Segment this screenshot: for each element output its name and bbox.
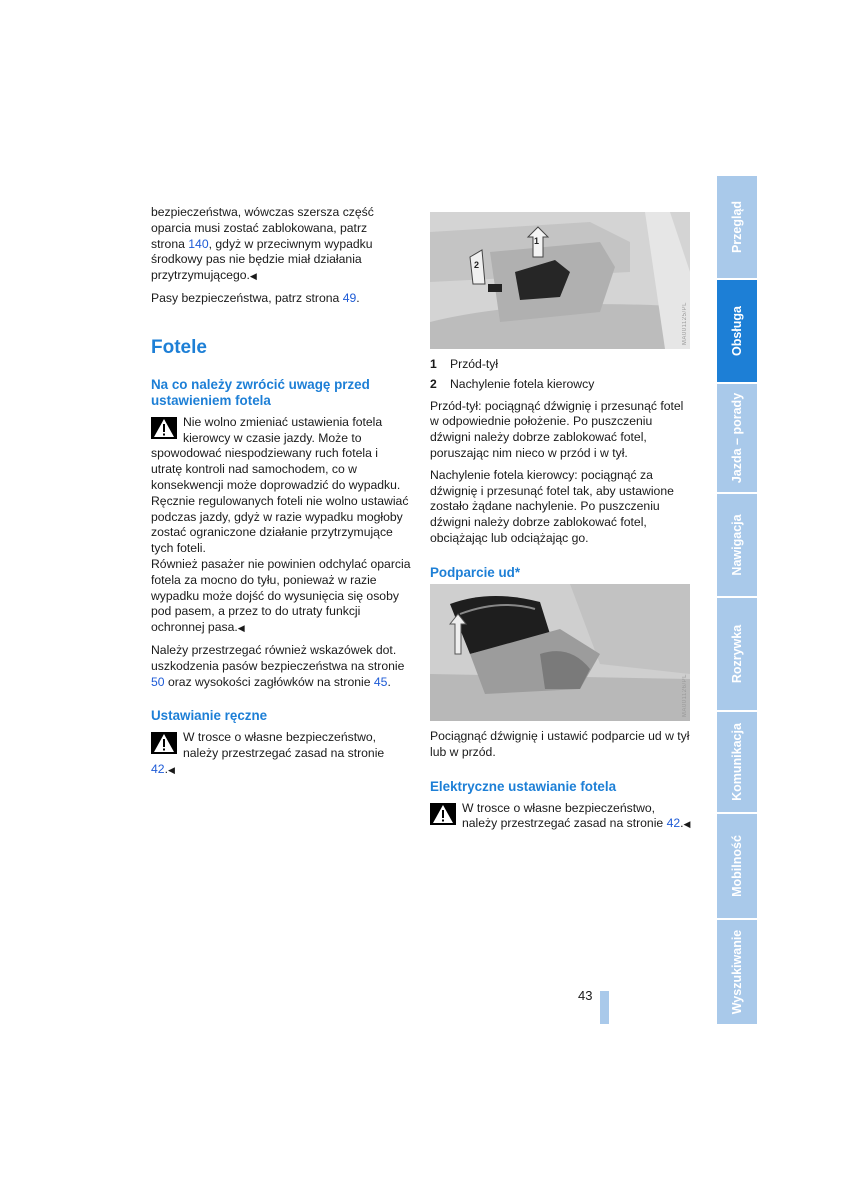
paragraph-front-back: Przód-tył: pociągnąć dźwignię i przesunąć fotel w odpowiednie położenie. Po puszczeniu dźwigni należy dobrze zablokować fotel, poruszając nim nieco w przód i w tył. [430, 398, 684, 460]
page-number: 43 [578, 988, 593, 1003]
seat-adjust-figure [430, 212, 690, 349]
figure-code: MA001126/PL [682, 673, 688, 717]
paragraph-belt-ref: Pasy bezpieczeństwa, patrz strona 49. [151, 290, 360, 305]
tab-rozrywka[interactable]: Rozrywka [717, 598, 757, 712]
page-link-140[interactable]: 140 [188, 236, 209, 251]
section-title-fotele: Fotele [151, 336, 207, 358]
warning-block-2 [151, 730, 411, 778]
paragraph-thigh: Pociągnąć dźwignię i ustawić podparcie ud w tył lub w przód. [430, 729, 690, 759]
tab-przeglad[interactable]: Przegląd [717, 176, 757, 280]
callout-2: 2 [474, 260, 480, 270]
page-link-49[interactable]: 49 [342, 290, 357, 305]
end-mark-icon: ◀ [167, 764, 175, 775]
end-mark-icon: ◀ [249, 271, 257, 282]
paragraph-belt-center: bezpieczeństwa, wówczas szersza część oparcia musi zostać zablokowana, patrz strona 140, gdyż w przeciwnym wypadku środkowy pas nie będzie miał działania przytrzymującego.◀ [151, 205, 374, 283]
callout-1: 1 [534, 236, 540, 246]
warning-triangle-icon [151, 732, 177, 754]
subsection-title-precautions: Na co należy zwrócić uwagę przed ustawieniem fotela [151, 376, 370, 408]
tab-mobilnosc[interactable]: Mobilność [717, 814, 757, 920]
warning-triangle-icon [430, 803, 456, 825]
warning-text-1c: Również pasażer nie powinien odchylać oparcia fotela za mocno do tyłu, ponieważ w razie wypadku może dojść do wysunięcia się osoby pod pasem, a przez to do utraty funkcji ochronnej pasa.◀ [151, 556, 411, 635]
page-link-50[interactable]: 50 [151, 674, 165, 689]
subsection-title-electric: Elektryczne ustawianie fotela [430, 778, 617, 794]
tab-nawigacja[interactable]: Nawigacja [717, 494, 757, 598]
left-column [151, 205, 411, 779]
warning-text-1a: Nie wolno zmieniać ustawienia fotela kierowcy w czasie jazdy. Może to spowodować niespodziewany ruch fotela i utratę kontroli nad samochodem, co w konsekwencji może doprowadzić do wypadku. [151, 414, 401, 492]
figure-code: MA001125/PL [682, 301, 688, 345]
end-mark-icon: ◀ [683, 819, 691, 830]
seat-adjust-illustration [430, 212, 690, 349]
tab-jazda-porady[interactable]: Jazda – porady [717, 384, 757, 494]
warning-text-1b: Ręcznie regulowanych foteli nie wolno ustawiać podczas jazdy, gdyż w razie wypadku mogłoby zostać ograniczone działanie przytrzymujące tych foteli. [151, 493, 409, 556]
page-marker [600, 991, 609, 1024]
end-mark-icon: ◀ [237, 623, 245, 634]
subsection-title-manual: Ustawianie ręczne [151, 708, 268, 724]
tab-obsluga[interactable]: Obsługa [717, 280, 757, 384]
warning-text-2: W trosce o własne bezpieczeństwo, należy przestrzegać zasad na stronie 42.◀ [151, 730, 385, 776]
page-link-42[interactable]: 42 [151, 761, 165, 776]
subsection-title-thigh: Podparcie ud* [430, 564, 521, 580]
tab-wyszukiwanie[interactable]: Wyszukiwanie [717, 920, 757, 1026]
warning-text-3: W trosce o własne bezpieczeństwo, należy przestrzegać zasad na stronie 42.◀ [462, 800, 691, 831]
warning-block-3 [430, 801, 692, 834]
paragraph-see-also: Należy przestrzegać również wskazówek dot. uszkodzenia pasów bezpieczeństwa na stronie 50 oraz wysokości zagłówków na stronie 45. [151, 642, 405, 689]
right-column [430, 357, 692, 587]
warning-block-1 [151, 415, 411, 637]
warning-triangle-icon [151, 417, 177, 439]
page-link-45[interactable]: 45 [373, 674, 388, 689]
thigh-support-illustration [430, 584, 690, 721]
thigh-support-figure [430, 584, 690, 721]
list-item: 2 Nachylenie fotela kierowcy [430, 376, 595, 391]
page-link-42[interactable]: 42 [666, 816, 681, 831]
list-item: 1 Przód-tył [430, 357, 499, 371]
tab-komunikacja[interactable]: Komunikacja [717, 712, 757, 814]
right-column-lower [430, 729, 692, 833]
paragraph-tilt: Nachylenie fotela kierowcy: pociągnąć za dźwignię i przesunąć fotel tak, aby ustawione zostało żądane nachylenie. Po puszczeniu dźwigni należy dobrze zablokować fotel, obciążając lub odciążając go. [430, 467, 674, 545]
